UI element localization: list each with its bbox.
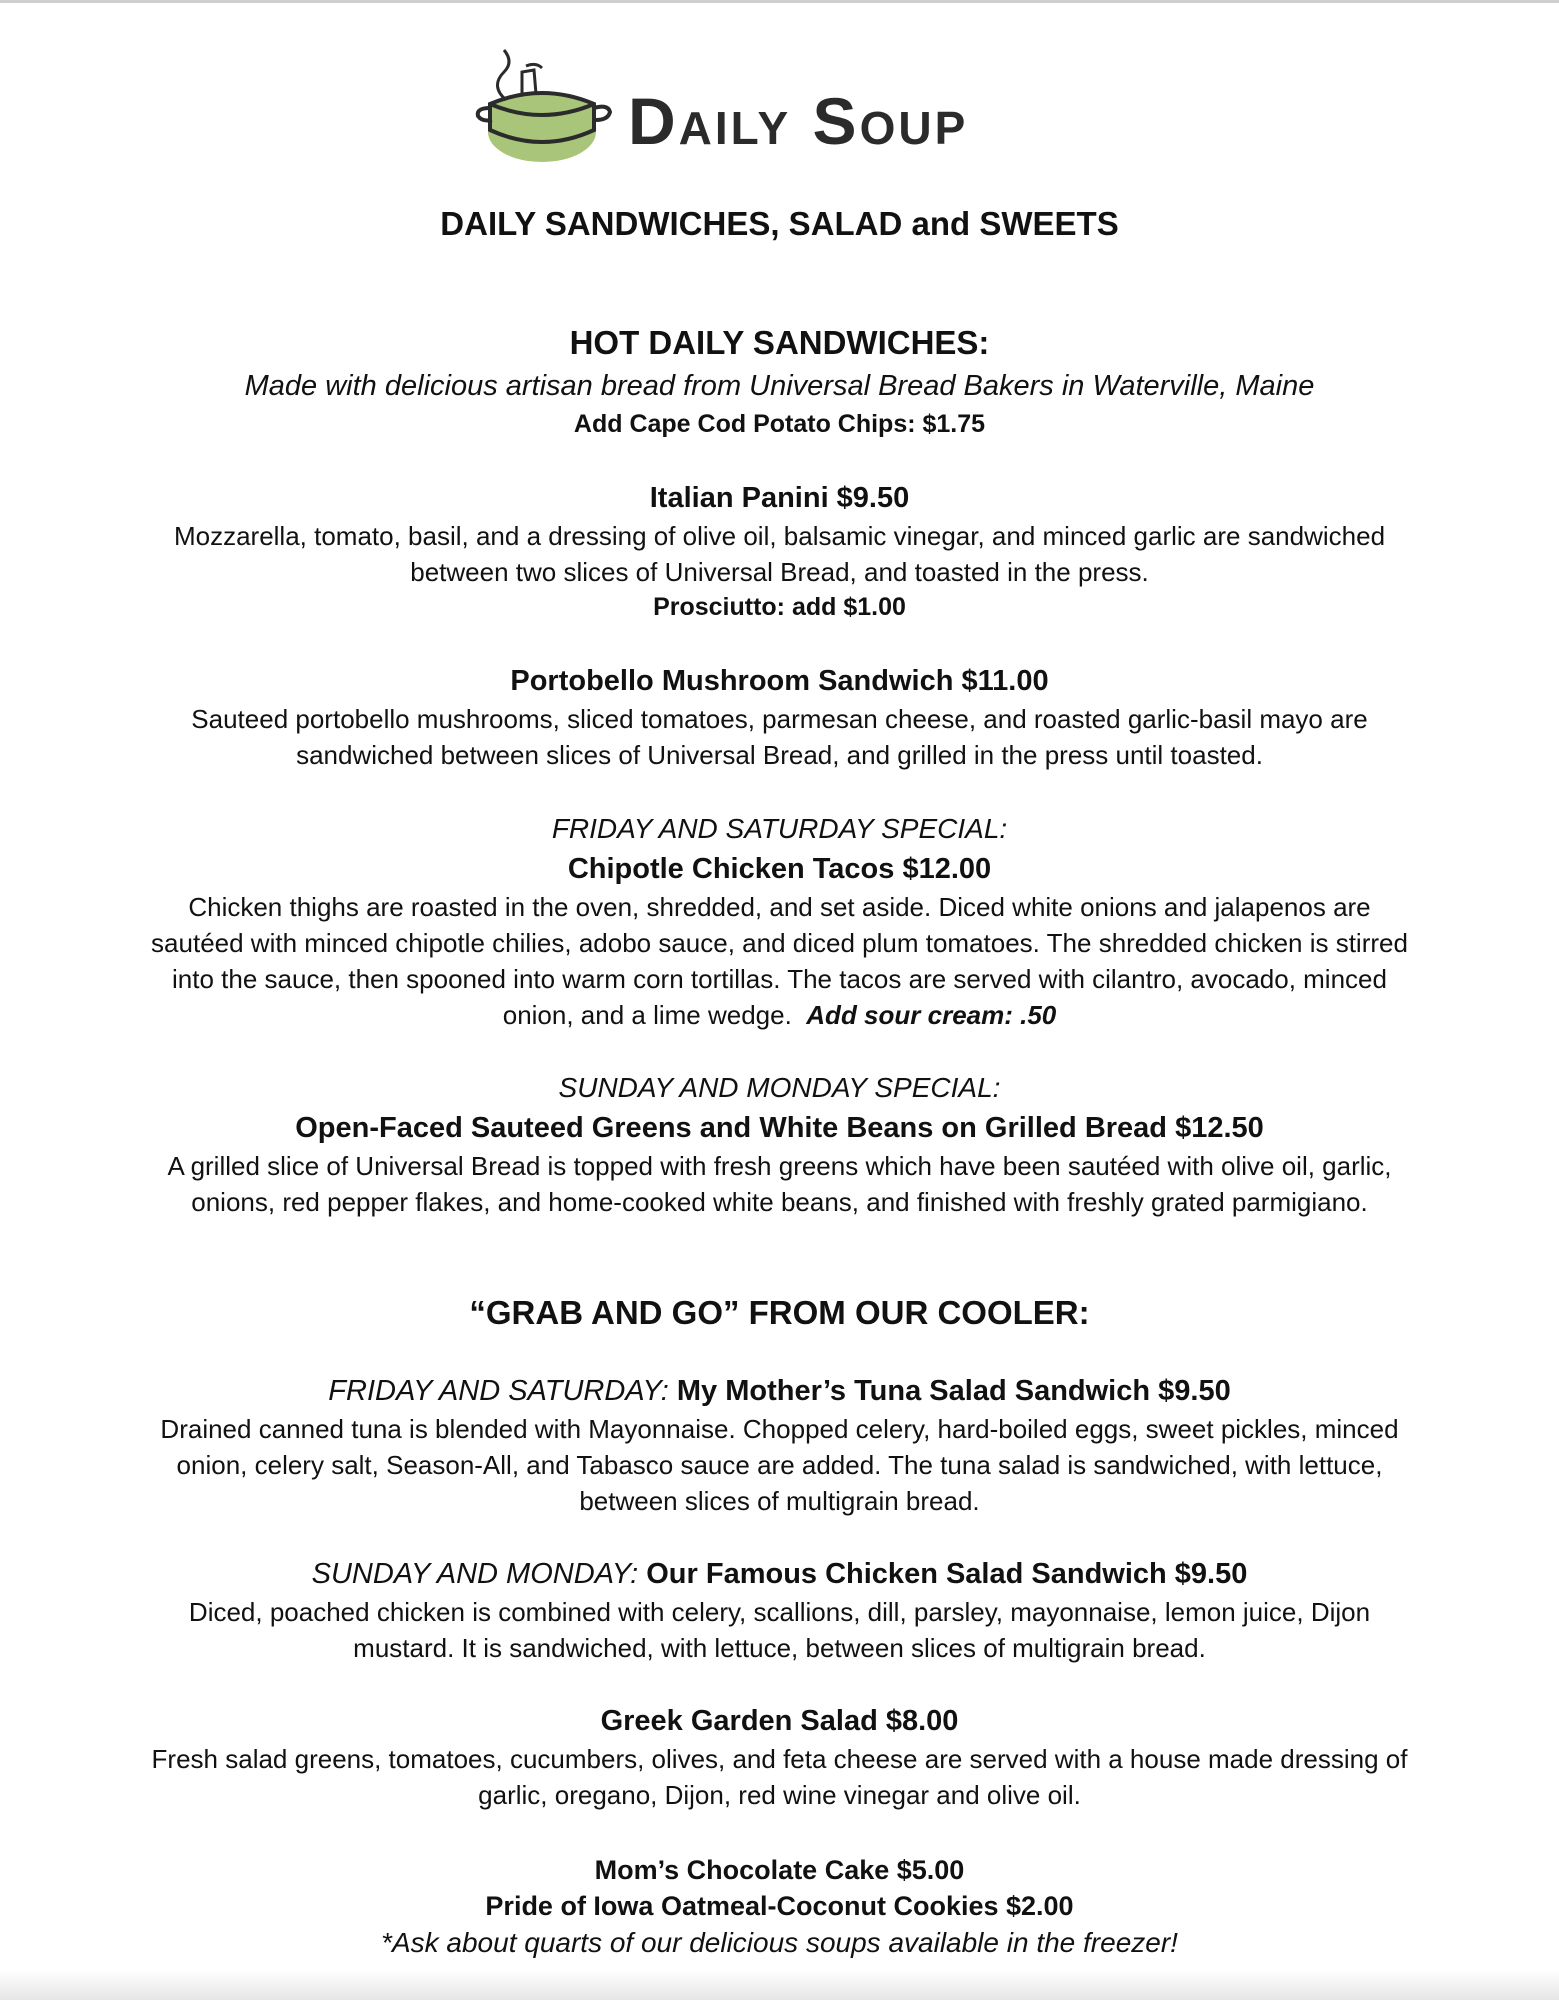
- item-title-tuna-salad: [0, 1373, 1559, 1409]
- bottom-fade: [0, 1970, 1559, 2000]
- footnote: *Ask about quarts of our delicious soups available in the freezer!: [381, 1927, 1178, 1958]
- hot-section-title: HOT DAILY SANDWICHES:: [569, 324, 990, 361]
- item-desc-tuna-salad: [0, 1411, 1559, 1519]
- top-rule: [0, 0, 1559, 3]
- special-label-sun-mon: SUNDAY AND MONDAY SPECIAL:: [558, 1072, 1001, 1103]
- desc-line-text: onion, and a lime wedge.: [502, 1000, 792, 1030]
- brand-name: Daily Soup: [628, 84, 969, 158]
- item-desc-greek-salad: [0, 1741, 1559, 1813]
- desc-line: onion, celery salt, Season-All, and Tabasco sauce are added. The tuna salad is sandwiched, with lettuce,: [176, 1450, 1383, 1480]
- desc-line: into the sauce, then spooned into warm corn tortillas. The tacos are served with cilantro, avocado, minced: [172, 964, 1387, 994]
- item-title-italian-panini: Italian Panini $9.50: [649, 482, 910, 514]
- desc-line: sandwiched between slices of Universal Bread, and grilled in the press until toasted.: [296, 740, 1263, 770]
- desc-line: between two slices of Universal Bread, and toasted in the press.: [410, 557, 1149, 587]
- page-title: DAILY SANDWICHES, SALAD and SWEETS: [440, 205, 1119, 242]
- item-title-text: Our Famous Chicken Salad Sandwich $9.50: [646, 1558, 1248, 1590]
- sweet-chocolate-cake: Mom’s Chocolate Cake $5.00: [594, 1855, 965, 1885]
- desc-line: Chicken thighs are roasted in the oven, shredded, and set aside. Diced white onions and jalapenos are: [188, 892, 1371, 922]
- item-title-chicken-salad: [0, 1556, 1559, 1592]
- desc-line: Diced, poached chicken is combined with celery, scallions, dill, parsley, mayonnaise, lemon juice, Dijon: [188, 1597, 1371, 1627]
- desc-line: sautéed with minced chipotle chilies, adobo sauce, and diced plum tomatoes. The shredded chicken is stirred: [151, 928, 1408, 958]
- desc-line: Mozzarella, tomato, basil, and a dressing of olive oil, balsamic vinegar, and minced garlic are sandwiched: [173, 521, 1386, 551]
- soup-pot-icon: [470, 42, 620, 167]
- item-desc-chicken-salad: [0, 1594, 1559, 1666]
- desc-line: mustard. It is sandwiched, with lettuce, between slices of multigrain bread.: [353, 1633, 1206, 1663]
- day-label: SUNDAY AND MONDAY:: [311, 1558, 639, 1590]
- item-title-text: My Mother’s Tuna Salad Sandwich $9.50: [676, 1375, 1231, 1407]
- item-desc-chipotle-tacos: [0, 889, 1559, 1033]
- item-title-open-faced-greens: Open-Faced Sauteed Greens and White Beans on Grilled Bread $12.50: [295, 1112, 1264, 1144]
- item-desc-italian-panini: [0, 518, 1559, 590]
- desc-line: between slices of multigrain bread.: [579, 1486, 980, 1516]
- item-desc-portobello: [0, 701, 1559, 773]
- logo: [470, 42, 1110, 172]
- desc-line: Fresh salad greens, tomatoes, cucumbers, olives, and feta cheese are served with a house made dressing of: [151, 1744, 1408, 1774]
- item-title-portobello: Portobello Mushroom Sandwich $11.00: [510, 665, 1049, 697]
- desc-line: garlic, oregano, Dijon, red wine vinegar and olive oil.: [478, 1780, 1081, 1810]
- desc-line: [130, 997, 1429, 1033]
- sweet-oatmeal-cookies: Pride of Iowa Oatmeal-Coconut Cookies $2.00: [485, 1891, 1074, 1921]
- hot-section-subtitle: Made with delicious artisan bread from Universal Bread Bakers in Waterville, Maine: [244, 370, 1315, 402]
- item-title-greek-salad: Greek Garden Salad $8.00: [600, 1705, 959, 1737]
- special-label-fri-sat: FRIDAY AND SATURDAY SPECIAL:: [551, 813, 1008, 844]
- desc-line: A grilled slice of Universal Bread is topped with fresh greens which have been sautéed with olive oil, garlic,: [167, 1151, 1392, 1181]
- chips-addon: Add Cape Cod Potato Chips: $1.75: [573, 410, 986, 438]
- day-label: FRIDAY AND SATURDAY:: [328, 1375, 669, 1407]
- cooler-section-title: “GRAB AND GO” FROM OUR COOLER:: [469, 1294, 1090, 1331]
- desc-line: Sauteed portobello mushrooms, sliced tomatoes, parmesan cheese, and roasted garlic-basil mayo are: [191, 704, 1368, 734]
- prosciutto-addon: Prosciutto: add $1.00: [653, 593, 906, 621]
- item-desc-open-faced-greens: [0, 1148, 1559, 1220]
- sour-cream-addon: Add sour cream: .50: [806, 1000, 1057, 1030]
- desc-line: onions, red pepper flakes, and home-cooked white beans, and finished with freshly grated parmigiano.: [191, 1187, 1368, 1217]
- item-title-chipotle-tacos: Chipotle Chicken Tacos $12.00: [567, 853, 992, 885]
- desc-line: Drained canned tuna is blended with Mayonnaise. Chopped celery, hard-boiled eggs, sweet pickles, minced: [160, 1414, 1399, 1444]
